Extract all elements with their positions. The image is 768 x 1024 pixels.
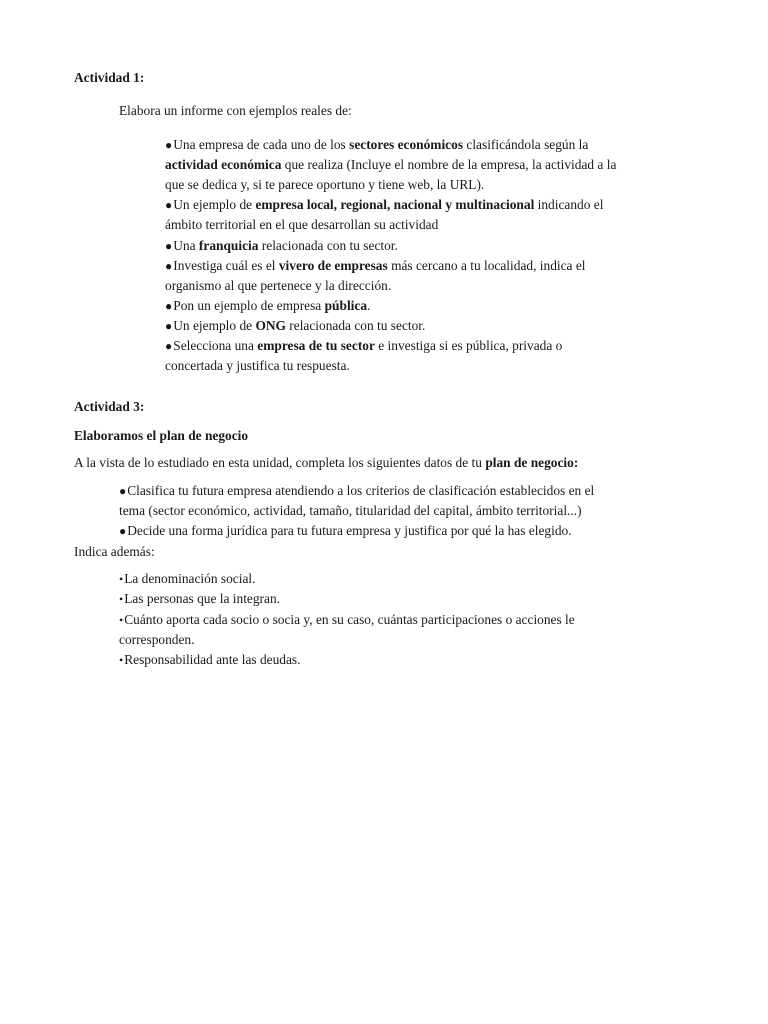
datos-plan-item-line xyxy=(119,569,255,589)
actividad-1-text: relacionada con tu sector. xyxy=(285,317,426,333)
actividad-1-item-line xyxy=(165,316,425,336)
actividad-1-item-line xyxy=(165,195,603,215)
actividad-3-intro-text: A la vista de lo estudiado en esta unidad, completa los siguientes datos de tu xyxy=(74,455,486,470)
actividad-1-bold-text: empresa de tu sector xyxy=(257,338,375,353)
actividad-3-item-line xyxy=(119,501,582,521)
bullet-icon: ● xyxy=(165,298,173,313)
actividad-1-text: indicando el xyxy=(534,197,604,213)
actividad-1-text: más cercano a tu localidad, indica el xyxy=(387,257,586,273)
actividad-1-bold-text: actividad económica xyxy=(165,157,282,173)
actividad-1-text: Un ejemplo de xyxy=(173,317,256,333)
actividad-3-heading: Actividad 3: xyxy=(74,399,145,414)
actividad-3-text: Clasifica tu futura empresa atendiendo a los criterios de clasificación establecidos en el xyxy=(127,483,595,498)
indica-ademas-label: Indica además: xyxy=(74,544,155,559)
plan-negocio-subheading: Elaboramos el plan de negocio xyxy=(74,428,249,443)
bullet-icon: ● xyxy=(165,339,173,353)
actividad-3-item-line xyxy=(119,481,594,501)
datos-plan-item-line xyxy=(119,589,280,609)
datos-plan-text: Cuánto aporta cada socio o socia y, en su caso, cuántas participaciones o acciones le xyxy=(124,611,575,627)
datos-plan-text: La denominación social. xyxy=(124,571,256,586)
actividad-1-item-line xyxy=(165,236,398,256)
actividad-1-text: Una xyxy=(173,237,199,253)
actividad-1-text: Selecciona una xyxy=(173,338,258,353)
actividad-1-text: Investiga cuál es el xyxy=(173,257,279,273)
bullet-icon: ● xyxy=(165,138,173,152)
actividad-1-text: organismo al que pertenece y la dirección. xyxy=(165,277,392,293)
actividad-1-item-line xyxy=(165,336,562,356)
actividad-1-bold-text: ONG xyxy=(255,317,286,333)
actividad-1-text: Una empresa de cada uno de los xyxy=(173,137,350,152)
actividad-1-item-line xyxy=(165,175,484,195)
actividad-1-text: clasificándola según la xyxy=(463,137,589,152)
bullet-icon: • xyxy=(119,653,124,668)
actividad-1-bold-text: sectores económicos xyxy=(349,137,464,152)
actividad-1-item-line xyxy=(165,135,588,155)
bullet-icon: ● xyxy=(119,524,127,539)
datos-plan-text: corresponden. xyxy=(119,631,195,647)
actividad-1-bold-text: vivero de empresas xyxy=(278,257,388,273)
actividad-1-bold-text: pública xyxy=(324,297,368,313)
actividad-3-item-line xyxy=(119,521,572,541)
actividad-3-text: Decide una forma jurídica para tu futura empresa y justifica por qué la has elegido. xyxy=(127,523,572,539)
actividad-3-text: tema (sector económico, actividad, tamaño, titularidad del capital, ámbito territorial...) xyxy=(119,503,582,519)
bullet-icon: ● xyxy=(119,484,127,498)
actividad-1-intro: Elabora un informe con ejemplos reales de: xyxy=(119,103,352,118)
actividad-1-item-line xyxy=(165,296,370,316)
actividad-1-text: relacionada con tu sector. xyxy=(258,237,398,253)
actividad-1-text: ámbito territorial en el que desarrollan su actividad xyxy=(165,217,439,233)
actividad-1-text: e investiga si es pública, privada o xyxy=(374,338,563,353)
actividad-1-heading: Actividad 1: xyxy=(74,70,145,85)
actividad-1-bold-text: empresa local, regional, nacional y multinacional xyxy=(255,197,535,213)
actividad-1-text: que se dedica y, si te parece oportuno y tiene web, la URL). xyxy=(165,177,485,193)
actividad-1-text: Un ejemplo de xyxy=(173,197,256,213)
actividad-1-item-line xyxy=(165,356,350,376)
datos-plan-text: Las personas que la integran. xyxy=(124,591,281,607)
actividad-1-item-line xyxy=(165,155,616,175)
datos-plan-text: Responsabilidad ante las deudas. xyxy=(124,652,301,668)
bullet-icon: • xyxy=(119,592,124,607)
actividad-1-text: Pon un ejemplo de empresa xyxy=(173,297,325,313)
bullet-icon: • xyxy=(119,572,124,586)
bullet-icon: • xyxy=(119,612,124,627)
actividad-1-text: que realiza (Incluye el nombre de la empresa, la actividad a la xyxy=(281,157,617,173)
actividad-1-item-line xyxy=(165,276,391,296)
actividad-1-item-line xyxy=(165,256,586,276)
bullet-icon: ● xyxy=(165,258,173,273)
actividad-3-intro xyxy=(74,453,578,473)
actividad-1-text: concertada y justifica tu respuesta. xyxy=(165,358,350,374)
bullet-icon: ● xyxy=(165,198,173,213)
actividad-3-intro-bold-text: plan de negocio: xyxy=(485,455,579,470)
datos-plan-item-line xyxy=(119,630,194,650)
bullet-icon: ● xyxy=(165,318,173,333)
datos-plan-item-line xyxy=(119,610,575,630)
datos-plan-item-line xyxy=(119,650,300,670)
actividad-1-bold-text: franquicia xyxy=(198,237,259,253)
actividad-1-text: . xyxy=(367,297,371,313)
actividad-1-item-line xyxy=(165,215,438,235)
bullet-icon: ● xyxy=(165,238,173,253)
